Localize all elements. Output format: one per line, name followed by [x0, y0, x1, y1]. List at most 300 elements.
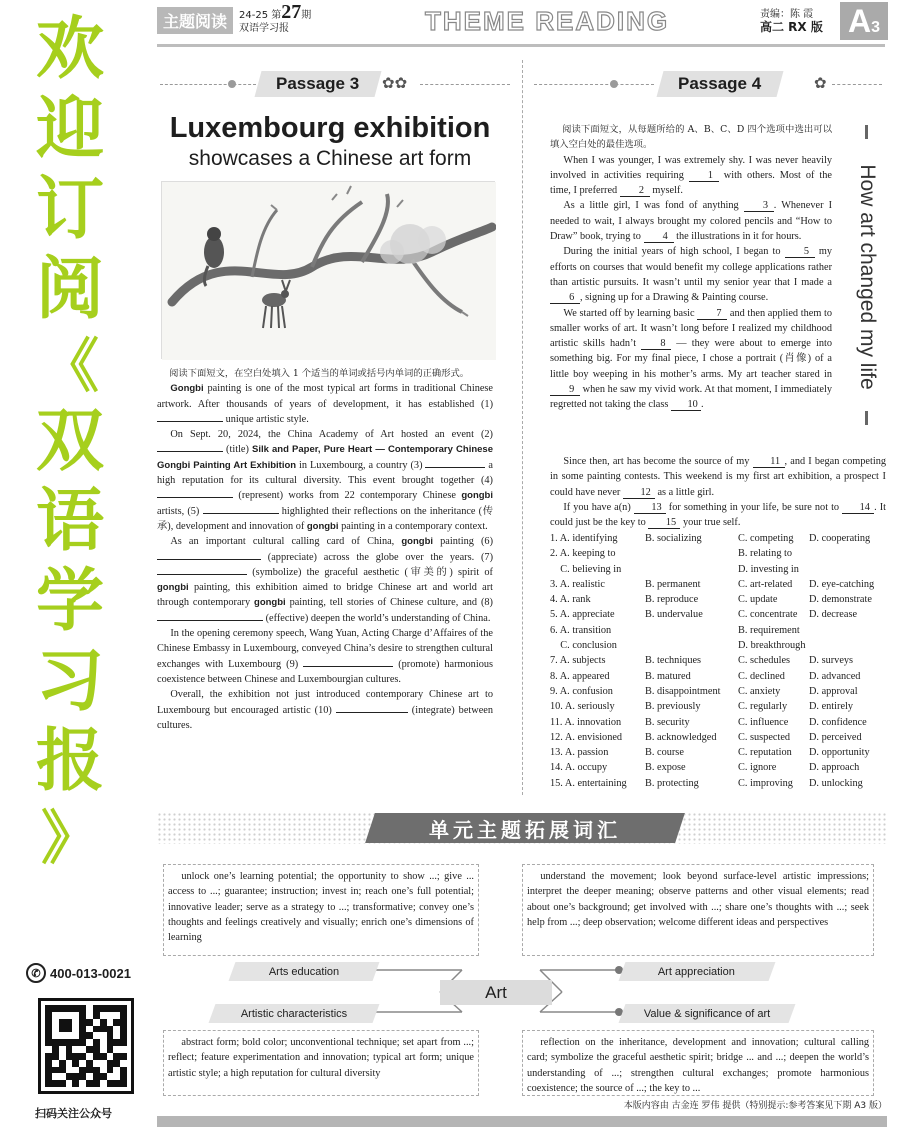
option-cell[interactable]: [809, 638, 889, 653]
qr-module: [59, 1060, 66, 1067]
option-cell[interactable]: [645, 562, 738, 577]
qr-module: [79, 1073, 86, 1080]
answer-blank[interactable]: 14: [842, 502, 874, 514]
option-cell[interactable]: D. surveys: [809, 655, 854, 667]
page-badge: [840, 2, 888, 40]
qr-module: [100, 1053, 107, 1060]
qr-module: [107, 1005, 114, 1012]
qr-module: [120, 1053, 127, 1060]
painting-svg: [162, 182, 496, 360]
qr-module: [66, 1046, 73, 1053]
option-cell[interactable]: 5. A. appreciate: [550, 609, 615, 621]
option-cell[interactable]: 15. A. entertaining: [550, 777, 627, 789]
option-cell[interactable]: C. reputation: [738, 747, 792, 759]
qr-module: [93, 1073, 100, 1080]
qr-module: [66, 1032, 73, 1039]
title-char: 》: [40, 804, 99, 872]
option-cell[interactable]: D. advanced: [809, 670, 861, 682]
answer-blank[interactable]: [157, 421, 223, 422]
qr-module: [72, 1005, 79, 1012]
qr-module: [59, 1019, 66, 1026]
side-bar: [865, 411, 868, 425]
option-row: [550, 730, 890, 745]
answer-blank[interactable]: 7: [697, 308, 727, 320]
option-cell[interactable]: D. entirely: [809, 701, 854, 713]
qr-module: [52, 1019, 59, 1026]
qr-module: [93, 1053, 100, 1060]
answer-blank[interactable]: [157, 497, 233, 498]
tab-rule: [832, 84, 882, 85]
option-cell[interactable]: 8. A. appeared: [550, 670, 610, 682]
reading-doodle-icon: ✿: [814, 76, 827, 92]
tab-rule: [160, 84, 256, 85]
option-cell[interactable]: B. course: [645, 747, 684, 759]
qr-module: [93, 1080, 100, 1087]
qr-module: [100, 1039, 107, 1046]
option-cell[interactable]: D. demonstrate: [809, 594, 872, 606]
side-bar: [865, 125, 868, 139]
qr-module: [45, 1019, 52, 1026]
option-cell[interactable]: C. schedules: [738, 655, 791, 667]
artistic-characteristics-text: abstract form; bold color; unconventional technique; set apart from ...; reflect; feature experimentation and innovation; typical art form; unique artistic style; a high reputation for cultural diversity: [168, 1037, 474, 1079]
option-cell[interactable]: B. acknowledged: [645, 731, 717, 743]
option-cell[interactable]: D. cooperating: [809, 533, 871, 544]
qr-module: [113, 1046, 120, 1053]
qr-module: [113, 1060, 120, 1067]
qr-module: [72, 1039, 79, 1046]
title-char: 订: [35, 170, 104, 249]
qr-module: [79, 1046, 86, 1053]
option-cell[interactable]: [809, 623, 889, 638]
option-cell[interactable]: B. previously: [645, 701, 701, 713]
option-cell[interactable]: C. believing in: [550, 563, 622, 575]
qr-module: [113, 1012, 120, 1019]
title-char: 阅: [35, 250, 104, 329]
art-appreciation-box: [522, 864, 874, 956]
qr-module: [66, 1005, 73, 1012]
option-cell[interactable]: 2. A. keeping to: [550, 548, 616, 560]
qr-module: [93, 1005, 100, 1012]
option-cell[interactable]: B. disappointment: [645, 685, 721, 697]
passage3-instruction: 阅读下面短文，在空白处填入 1 个适当的单词或括号内单词的正确形式。: [169, 368, 470, 379]
qr-module: [107, 1067, 114, 1074]
column-badge: 主题阅读: [157, 7, 233, 34]
qr-module: [86, 1005, 93, 1012]
qr-module: [72, 1012, 79, 1019]
option-cell[interactable]: [645, 638, 738, 653]
qr-module: [107, 1012, 114, 1019]
answer-blank[interactable]: 8: [641, 338, 671, 350]
qr-module: [52, 1073, 59, 1080]
answer-blank[interactable]: [157, 574, 247, 575]
option-cell[interactable]: C. influence: [738, 716, 789, 728]
header-left: [157, 1, 312, 35]
option-cell[interactable]: C. declined: [738, 670, 785, 682]
option-cell[interactable]: 9. A. confusion: [550, 685, 613, 697]
qr-module: [100, 1012, 107, 1019]
qr-module: [79, 1053, 86, 1060]
option-cell[interactable]: D. eye-catching: [809, 578, 875, 590]
arts-education-text: unlock one’s learning potential; the opportunity to show ...; give ... access to ...; guarantee; instruction; invest in; reach one’s full potential; innovative leader; serve as a strategy to ...; transformative; convey one’s thoughts and feelings creatively and visually; enrich one’s dimensions of learning: [168, 871, 474, 944]
qr-module: [113, 1053, 120, 1060]
qr-module: [107, 1060, 114, 1067]
option-cell[interactable]: D. perceived: [809, 731, 862, 743]
edition: 高二 RX 版: [760, 20, 823, 34]
passage4-body: 阅读下面短文，从每题所给的 A、B、C、D 四个选项中选出可以填入空白处的最佳选项。 When I was younger, I was extremely shy. I was never heavily involved in activities requiring 1 with others. Most of the time, I preferred 2 myself. As a little girl, I was fond of anything 3 . Whenever I needed to wait, I always brought my colored pencils and “How to Draw” book, trying to 4 the illustrations in it for hours. During the initial years of high school, I began to 5 my efforts on courses that would benefit my college applications rather than artistic pursuits. It wasn’t until my senior year that I made a 6 , signing up for a Drawing & Painting course. We started off by learning basic 7 and then applied them to smaller works of art. It wasn’t long before I realized my childhood artistic skills hadn’t 8 — they were about to emerge into something big. For my final piece, I chose a portrait (肖像) of a little boy weeping in his mother’s arms. My art teacher stared in 9 when he saw my vivid work. At that moment, I immediately regretted not taking the class 10 .: [550, 124, 833, 411]
qr-module: [113, 1067, 120, 1074]
option-cell[interactable]: D. investing in: [738, 563, 799, 575]
tab-dot: [610, 80, 618, 88]
option-cell[interactable]: 11. A. innovation: [550, 716, 622, 728]
option-cell[interactable]: 1. A. identifying: [550, 533, 618, 544]
option-cell[interactable]: D. breakthrough: [738, 640, 806, 652]
qr-module: [107, 1032, 114, 1039]
qr-module: [113, 1073, 120, 1080]
qr-module: [107, 1046, 114, 1053]
option-row: [550, 760, 890, 775]
option-cell[interactable]: C. concentrate: [738, 609, 798, 621]
option-row: [550, 653, 890, 668]
qr-module: [59, 1080, 66, 1087]
option-cell[interactable]: B. protecting: [645, 777, 699, 789]
qr-module: [66, 1073, 73, 1080]
theme-reading-title: THEME READING: [425, 6, 670, 36]
option-cell[interactable]: C. regularly: [738, 701, 788, 713]
page-number: 3: [871, 19, 880, 36]
option-cell[interactable]: 14. A. occupy: [550, 762, 608, 774]
option-cell[interactable]: B. socializing: [645, 533, 702, 544]
qr-module: [100, 1019, 107, 1026]
option-row: [550, 623, 890, 638]
page-letter: A: [847, 2, 872, 39]
qr-module: [86, 1067, 93, 1074]
answer-blank[interactable]: 5: [785, 246, 815, 258]
qr-module: [113, 1019, 120, 1026]
qr-module: [120, 1080, 127, 1087]
qr-module: [66, 1039, 73, 1046]
qr-module: [86, 1019, 93, 1026]
qr-module: [120, 1005, 127, 1012]
answer-blank[interactable]: 1: [689, 170, 719, 182]
side-title-text: How art changed my life: [856, 164, 879, 390]
passage3-tab: Passage 3: [255, 71, 382, 97]
option-row: [550, 607, 890, 622]
qr-module: [120, 1060, 127, 1067]
qr-module: [52, 1080, 59, 1087]
option-cell[interactable]: 4. A. rank: [550, 594, 591, 606]
answer-blank[interactable]: 3: [744, 200, 774, 212]
qr-module: [86, 1026, 93, 1033]
option-cell[interactable]: C. competing: [738, 533, 794, 544]
option-row: [550, 562, 890, 577]
qr-module: [66, 1080, 73, 1087]
qr-module: [79, 1032, 86, 1039]
qr-module: [59, 1012, 66, 1019]
qr-module: [72, 1026, 79, 1033]
answer-blank[interactable]: 6: [550, 292, 580, 304]
phone-number[interactable]: [26, 963, 131, 983]
option-cell[interactable]: D. approach: [809, 762, 860, 774]
option-cell[interactable]: 10. A. seriously: [550, 701, 615, 713]
option-cell[interactable]: 7. A. subjects: [550, 655, 606, 667]
answer-blank[interactable]: [336, 712, 408, 713]
passage3-title: Luxembourg exhibition: [169, 112, 491, 144]
option-cell[interactable]: C. ignore: [738, 762, 777, 774]
art-appreciation-label: Art appreciation: [619, 962, 776, 981]
qr-module: [120, 1046, 127, 1053]
qr-module: [113, 1005, 120, 1012]
answer-blank[interactable]: [203, 513, 279, 514]
option-cell[interactable]: C. anxiety: [738, 685, 781, 697]
option-row: [550, 715, 890, 730]
arts-education-box: [163, 864, 479, 956]
qr-module: [72, 1060, 79, 1067]
qr-module: [66, 1060, 73, 1067]
option-row: [550, 592, 890, 607]
header-rule: [157, 44, 885, 47]
option-cell[interactable]: D. confidence: [809, 716, 867, 728]
answer-blank[interactable]: 12: [623, 487, 655, 499]
title-char: 《: [40, 332, 99, 400]
title-char: 欢: [35, 10, 104, 89]
option-cell[interactable]: C. conclusion: [550, 640, 617, 652]
option-cell[interactable]: C. suspected: [738, 731, 791, 743]
qr-module: [120, 1019, 127, 1026]
answer-blank[interactable]: [157, 620, 263, 621]
qr-module: [120, 1032, 127, 1039]
option-cell[interactable]: D. unlocking: [809, 777, 863, 789]
option-cell[interactable]: [809, 562, 889, 577]
qr-caption: 扫码关注公众号: [35, 1107, 112, 1120]
answer-blank[interactable]: 9: [550, 384, 580, 396]
option-cell[interactable]: B. relating to: [738, 548, 793, 560]
option-row: [550, 577, 890, 592]
option-cell[interactable]: 3. A. realistic: [550, 578, 605, 590]
value-significance-box: [522, 1030, 874, 1096]
answer-blank[interactable]: 15: [648, 517, 680, 529]
issue-suffix: 期: [301, 10, 312, 21]
qr-module: [86, 1073, 93, 1080]
qr-module: [107, 1053, 114, 1060]
option-cell[interactable]: B. security: [645, 716, 690, 728]
qr-module: [120, 1012, 127, 1019]
qr-module: [52, 1005, 59, 1012]
option-cell[interactable]: B. undervalue: [645, 609, 703, 621]
title-char: 报: [35, 722, 104, 801]
passage4-body-cont: Since then, art has become the source of my 11 , and I began competing in some painting contests. This weekend is my first art exhibition, a prospect I could have never 12 as a little girl. If you have a(n) 13 for something in your life, be sure not to 14 . It could just be the key to 15 your true self.: [550, 456, 887, 529]
qr-module: [93, 1012, 100, 1019]
qr-module: [52, 1012, 59, 1019]
qr-module: [100, 1005, 107, 1012]
option-cell[interactable]: [809, 546, 889, 561]
option-row: [550, 531, 890, 546]
qr-module: [52, 1039, 59, 1046]
option-cell[interactable]: D. decrease: [809, 609, 858, 621]
passage4-tab: Passage 4: [657, 71, 784, 97]
option-row: [550, 669, 890, 684]
qr-module: [79, 1026, 86, 1033]
option-cell[interactable]: D. opportunity: [809, 747, 870, 759]
issue-number: 27: [281, 1, 302, 23]
title-char: 语: [35, 482, 104, 561]
qr-module: [93, 1026, 100, 1033]
qr-module: [45, 1046, 52, 1053]
option-cell[interactable]: B. permanent: [645, 578, 701, 590]
qr-module: [59, 1039, 66, 1046]
art-center-label: Art: [440, 980, 552, 1005]
qr-module: [93, 1067, 100, 1074]
answer-blank[interactable]: 11: [753, 456, 785, 468]
option-cell[interactable]: C. art-related: [738, 578, 793, 590]
qr-module: [100, 1026, 107, 1033]
qr-module: [45, 1039, 52, 1046]
qr-module: [86, 1012, 93, 1019]
qr-module: [86, 1032, 93, 1039]
qr-module: [100, 1067, 107, 1074]
answer-blank[interactable]: 2: [620, 185, 650, 197]
option-cell[interactable]: D. approval: [809, 685, 858, 697]
qr-module: [113, 1080, 120, 1087]
qr-module: [52, 1067, 59, 1074]
qr-module: [59, 1046, 66, 1053]
qr-code[interactable]: [38, 998, 134, 1094]
qr-module: [86, 1080, 93, 1087]
answer-blank[interactable]: [303, 666, 393, 667]
qr-module: [120, 1039, 127, 1046]
option-cell[interactable]: B. matured: [645, 670, 691, 682]
gongbi-painting-image: [161, 181, 495, 359]
title-char: 双: [35, 402, 104, 481]
qr-module: [72, 1046, 79, 1053]
answer-blank[interactable]: 10: [671, 399, 701, 411]
qr-module: [113, 1032, 120, 1039]
qr-module: [100, 1060, 107, 1067]
title-char: 习: [35, 642, 104, 721]
qr-module: [79, 1019, 86, 1026]
value-significance-text: reflection on the inheritance, development and innovation; cultural calling card; symbolize the graceful aesthetic spirit; bridge ... and ...; deepen the world’s understanding of ...; strengthen cultural exchanges; promote harmonious coexistence; the source of ...; the key to ...: [527, 1037, 869, 1094]
answer-blank[interactable]: [157, 451, 223, 452]
issue-year: 24-25: [239, 10, 269, 21]
artistic-characteristics-box: [163, 1030, 479, 1096]
qr-module: [107, 1026, 114, 1033]
option-cell[interactable]: [645, 546, 738, 561]
qr-module: [66, 1053, 73, 1060]
qr-module: [100, 1046, 107, 1053]
qr-module: [59, 1026, 66, 1033]
phone-text: 400-013-0021: [50, 965, 131, 981]
title-char: 学: [35, 562, 104, 641]
option-cell[interactable]: B. techniques: [645, 655, 702, 667]
qr-module: [59, 1053, 66, 1060]
qr-module: [107, 1019, 114, 1026]
qr-module: [66, 1019, 73, 1026]
qr-module: [52, 1046, 59, 1053]
qr-module: [86, 1053, 93, 1060]
qr-module: [93, 1032, 100, 1039]
option-row: [550, 638, 890, 653]
option-cell[interactable]: C. improving: [738, 777, 793, 789]
qr-module: [93, 1046, 100, 1053]
qr-module: [86, 1060, 93, 1067]
qr-module: [79, 1060, 86, 1067]
qr-module: [100, 1032, 107, 1039]
qr-module: [72, 1073, 79, 1080]
qr-module: [66, 1012, 73, 1019]
option-cell[interactable]: 12. A. envisioned: [550, 731, 623, 743]
passage4-side-title: [852, 125, 882, 425]
option-cell[interactable]: B. requirement: [738, 624, 800, 636]
qr-module: [79, 1080, 86, 1087]
answer-blank[interactable]: [157, 559, 261, 560]
artistic-characteristics-label: Artistic characteristics: [209, 1004, 380, 1023]
qr-module: [59, 1032, 66, 1039]
value-significance-label: Value & significance of art: [619, 1004, 796, 1023]
passage3-body: 阅读下面短文，在空白处填入 1 个适当的单词或括号内单词的正确形式。 Gongbi painting is one of the most typical art forms in traditional Chinese artwork. After thousands of years of development, it has established (1) unique artistic style. On Sept. 20, 2024, the China Academy of Art hosted an event (2) (title) Silk and Paper, Pure Heart — Contemporary Chinese Gongbi Painting Art Exhibition in Luxembourg, a country (3) a high reputation for its cultural diversity. This event brought together (4) (represent) works from 22 contemporary Chinese gongbi artists, (5) highlighted their reflections on the inheritance (传承), development and innovation of gongbi painting in a contemporary context. As an important cultural calling card of China, gongbi painting (6) (appreciate) across the globe over the years. (7) (symbolize) the graceful aesthetic (审美的) spirit of gongbi painting, this exhibition aimed to bridge Chinese art and world art through contemporary gongbi painting, tell stories of Chinese culture, and (8) (effective) deepen the world’s understanding of China. In the opening ceremony speech, Wang Yuan, Acting Charge d’Affaires of the Chinese Embassy in Luxembourg, conveyed China’s desire to strengthen cultural exchanges with Luxembourg (9) (promote) harmonious coexistence between Chinese and Luxembourgian cultures. Overall, the exhibition not just introduced contemporary Chinese art to Luxembourg but encouraged artistic (10) (integrate) between cultures.: [157, 368, 493, 731]
qr-module: [45, 1080, 52, 1087]
passage4-instruction: 阅读下面短文，从每题所给的 A、B、C、D 四个选项中选出可以填入空白处的最佳选项。: [550, 124, 832, 151]
vocab-band-title: 单元主题拓展词汇: [429, 817, 621, 842]
option-cell[interactable]: [645, 623, 738, 638]
header-right: [760, 8, 823, 35]
qr-module: [59, 1073, 66, 1080]
qr-module: [45, 1053, 52, 1060]
qr-module: [72, 1032, 79, 1039]
qr-module: [113, 1026, 120, 1033]
qr-module: [107, 1073, 114, 1080]
option-cell[interactable]: 6. A. transition: [550, 624, 612, 636]
qr-module: [72, 1019, 79, 1026]
option-row: [550, 699, 890, 714]
phone-icon: ✆: [26, 963, 46, 983]
qr-module: [45, 1032, 52, 1039]
qr-module: [79, 1005, 86, 1012]
qr-module: [93, 1060, 100, 1067]
qr-module: [113, 1039, 120, 1046]
qr-module: [107, 1039, 114, 1046]
qr-module: [52, 1032, 59, 1039]
art-appreciation-text: understand the movement; look beyond surface-level artistic impressions; interpret the deeper meaning; observe patterns and other visual elements; read about one’s background; get involved with ...; share one’s thoughts with ...; seek help from ...; deep observation; welcome different ideas and perspectives: [527, 871, 869, 928]
footer-bar: [157, 1116, 887, 1127]
answer-options: [550, 531, 890, 791]
qr-module: [93, 1019, 100, 1026]
qr-module: [100, 1073, 107, 1080]
qr-module: [79, 1067, 86, 1074]
option-cell[interactable]: 13. A. passion: [550, 747, 609, 759]
qr-module: [45, 1026, 52, 1033]
qr-module: [66, 1026, 73, 1033]
option-row: [550, 776, 890, 791]
answer-blank[interactable]: 4: [644, 231, 674, 243]
qr-module: [52, 1060, 59, 1067]
reading-doodle-icon: ✿✿: [382, 76, 408, 92]
arts-education-label: Arts education: [229, 962, 380, 981]
option-cell[interactable]: B. expose: [645, 762, 686, 774]
option-cell[interactable]: C. update: [738, 594, 778, 606]
tab-rule: [534, 84, 654, 85]
answer-blank[interactable]: 13: [634, 502, 666, 514]
qr-module: [93, 1039, 100, 1046]
qr-module: [52, 1026, 59, 1033]
option-row: [550, 546, 890, 561]
qr-module: [45, 1005, 52, 1012]
option-cell[interactable]: B. reproduce: [645, 594, 699, 606]
subscribe-vertical-title: [22, 10, 118, 874]
qr-module: [100, 1080, 107, 1087]
qr-module: [107, 1080, 114, 1087]
qr-module: [72, 1067, 79, 1074]
qr-module: [72, 1080, 79, 1087]
answer-blank[interactable]: [425, 467, 485, 468]
